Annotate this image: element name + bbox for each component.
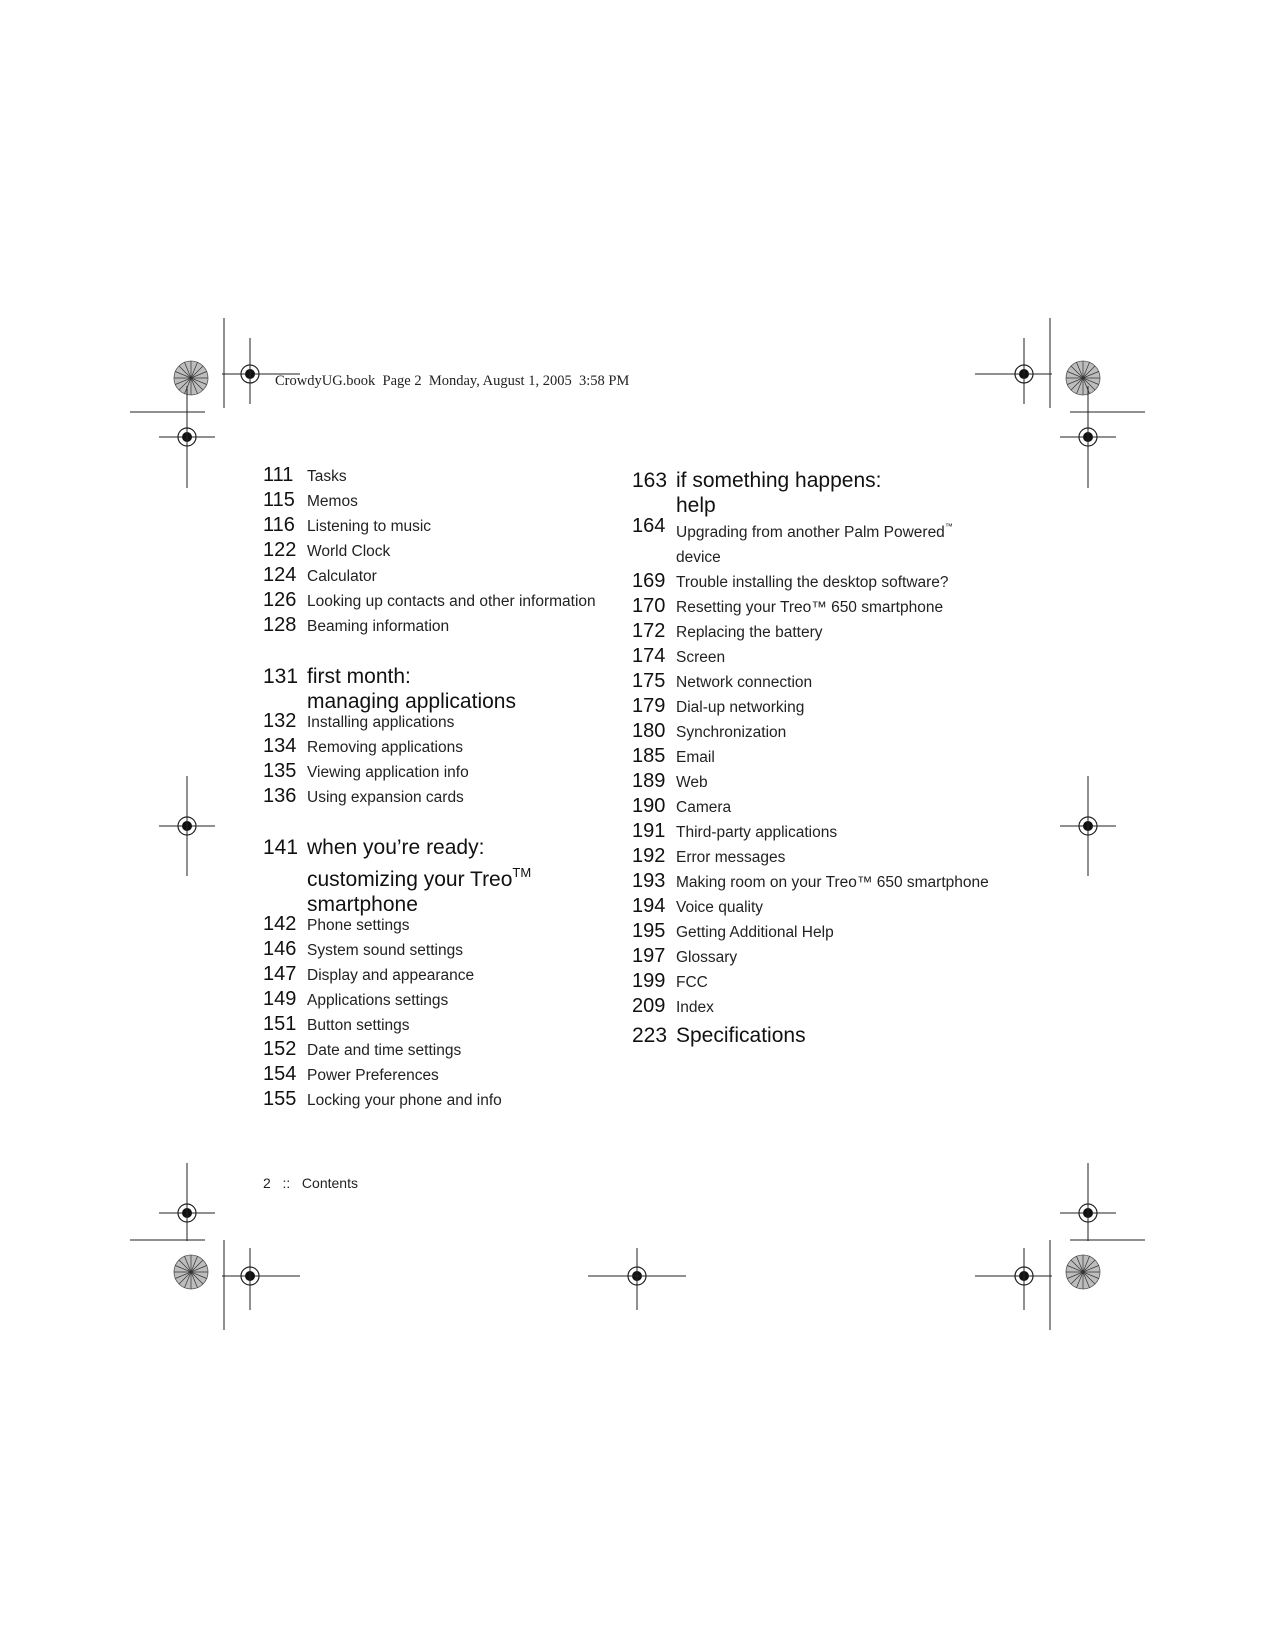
toc-entry[interactable] (632, 570, 1012, 595)
toc-entry[interactable] (263, 1013, 623, 1038)
toc-entry-title: Web (676, 774, 708, 791)
toc-entry[interactable] (632, 595, 1012, 620)
toc-entry[interactable] (263, 589, 623, 614)
toc-page-number: 193 (632, 870, 666, 892)
toc-page-number: 197 (632, 945, 666, 967)
toc-entry[interactable] (263, 1038, 623, 1063)
toc-page-number: 132 (263, 710, 297, 732)
toc-section-heading[interactable] (632, 1024, 1012, 1048)
toc-entry-title: Replacing the battery (676, 624, 823, 641)
toc-entry-title: Date and time settings (307, 1042, 462, 1059)
toc-entry-title: Installing applications (307, 714, 455, 731)
sunburst-mark-bottom-left (174, 1255, 208, 1289)
toc-entry[interactable] (632, 514, 1012, 570)
toc-entry[interactable] (263, 785, 623, 810)
toc-page-number: 115 (263, 489, 295, 511)
toc-entry-title: Display and appearance (307, 967, 475, 984)
toc-entry-title: Upgrading from another Palm Powered (676, 524, 945, 541)
toc-entry-title: Index (676, 999, 714, 1016)
toc-page-number: 128 (263, 614, 297, 636)
toc-page-number: 209 (632, 995, 666, 1017)
toc-entry-title: Screen (676, 649, 726, 666)
toc-entry-title: Synchronization (676, 724, 787, 741)
toc-section-title-line: help (676, 494, 716, 517)
toc-entry-title: Getting Additional Help (676, 924, 834, 941)
toc-entry[interactable] (263, 938, 623, 963)
toc-entry-title: Trouble installing the desktop software? (676, 574, 949, 591)
toc-page-number: 135 (263, 760, 297, 782)
toc-page-number: 189 (632, 770, 666, 792)
toc-page-number: 199 (632, 970, 666, 992)
toc-page-number: 170 (632, 595, 666, 617)
toc-page-number: 124 (263, 564, 297, 586)
toc-page-number: 190 (632, 795, 666, 817)
toc-entry-title: Voice quality (676, 899, 764, 916)
toc-entry-title: Memos (307, 493, 358, 510)
toc-entry-title: Locking your phone and info (307, 1092, 502, 1109)
toc-entry-title: Button settings (307, 1017, 410, 1034)
footer-separator: :: (282, 1175, 291, 1191)
toc-page-number: 111 (263, 464, 294, 486)
toc-page-number: 155 (263, 1088, 297, 1110)
toc-page-number: 151 (263, 1013, 297, 1035)
toc-entry[interactable] (263, 1063, 623, 1088)
toc-entry[interactable] (632, 645, 1012, 670)
toc-entry[interactable] (632, 995, 1012, 1020)
toc-page-number: 147 (263, 963, 297, 985)
toc-entry[interactable] (263, 963, 623, 988)
toc-entry[interactable] (632, 720, 1012, 745)
trademark-symbol: TM (512, 865, 532, 880)
toc-page-number: 195 (632, 920, 666, 942)
toc-page-number: 192 (632, 845, 666, 867)
toc-section-page-number: 131 (263, 665, 299, 688)
toc-entry[interactable] (632, 620, 1012, 645)
toc-left-column (263, 464, 623, 1113)
book-slug-header: CrowdyUG.book Page 2 Monday, August 1, 2005 3:58 PM (275, 373, 630, 389)
toc-entry-title: FCC (676, 974, 708, 991)
toc-entry[interactable] (263, 710, 623, 735)
toc-page-number: 116 (263, 514, 295, 536)
toc-entry-title: Tasks (307, 468, 347, 485)
toc-page-number: 174 (632, 645, 666, 667)
toc-entry-title: Applications settings (307, 992, 449, 1009)
toc-entry[interactable] (632, 770, 1012, 795)
toc-page-number: 179 (632, 695, 666, 717)
toc-page-number: 136 (263, 785, 297, 807)
toc-entry[interactable] (263, 539, 623, 564)
toc-entry[interactable] (632, 670, 1012, 695)
toc-page-number: 169 (632, 570, 666, 592)
toc-entry-title: Error messages (676, 849, 786, 866)
toc-page-number: 122 (263, 539, 297, 561)
toc-entry-title: Glossary (676, 949, 738, 966)
toc-entry-title: Camera (676, 799, 732, 816)
toc-entry-title: Network connection (676, 674, 813, 691)
toc-page-number: 191 (632, 820, 666, 842)
toc-entry-title: Viewing application info (307, 764, 469, 781)
toc-entry[interactable] (263, 489, 623, 514)
toc-entry[interactable] (263, 514, 623, 539)
toc-section-heading[interactable] (632, 468, 1012, 518)
toc-entry-title: Resetting your Treo™ 650 smartphone (676, 599, 944, 616)
toc-page-number: 194 (632, 895, 666, 917)
toc-entry[interactable] (632, 695, 1012, 720)
toc-entry-title: Calculator (307, 568, 377, 585)
toc-entry-title: Removing applications (307, 739, 463, 756)
toc-entry[interactable] (632, 845, 1012, 870)
toc-entry[interactable] (263, 614, 623, 639)
toc-section-page-number: 163 (632, 469, 668, 492)
toc-section-heading[interactable] (263, 835, 623, 917)
toc-entry-title: Third-party applications (676, 824, 838, 841)
toc-entry-title: Phone settings (307, 917, 410, 934)
footer-page-number: 2 (263, 1175, 271, 1191)
sunburst-mark-top-right (1066, 361, 1100, 395)
toc-entry[interactable] (632, 945, 1012, 970)
toc-section-page-number: 223 (632, 1024, 668, 1047)
toc-section-title-line: smartphone (307, 893, 418, 916)
toc-entry-title: World Clock (307, 543, 391, 560)
toc-entry[interactable] (632, 920, 1012, 945)
trademark-symbol: ™ (944, 522, 953, 531)
toc-page-number: 180 (632, 720, 666, 742)
toc-entry-title: Email (676, 749, 715, 766)
toc-entry[interactable] (263, 760, 623, 785)
toc-entry-title: Beaming information (307, 618, 450, 635)
toc-entry[interactable] (263, 564, 623, 589)
toc-entry[interactable] (632, 870, 1012, 895)
toc-entry[interactable] (632, 820, 1012, 845)
toc-page-number: 134 (263, 735, 297, 757)
toc-section-title-text: customizing your Treo (307, 868, 513, 891)
toc-entry[interactable] (263, 988, 623, 1013)
toc-entry[interactable] (632, 745, 1012, 770)
toc-section-title-line (307, 860, 531, 892)
toc-section-title-line: Specifications (676, 1024, 806, 1047)
toc-entry-title: Making room on your Treo™ 650 smartphone (676, 874, 989, 891)
toc-section-title-line: if something happens: (676, 469, 882, 492)
toc-entry[interactable] (632, 895, 1012, 920)
sunburst-mark-bottom-right (1066, 1255, 1100, 1289)
toc-page-number: 152 (263, 1038, 297, 1060)
toc-section-title-line: managing applications (307, 690, 516, 713)
toc-entry[interactable] (632, 795, 1012, 820)
toc-entry-title: System sound settings (307, 942, 463, 959)
footer-section-name: Contents (301, 1175, 358, 1191)
page-footer (263, 1175, 358, 1191)
toc-section-heading[interactable] (263, 664, 623, 714)
toc-page-number: 146 (263, 938, 297, 960)
toc-page-number: 175 (632, 670, 666, 692)
toc-right-column (632, 468, 1012, 1048)
toc-entry-title: Using expansion cards (307, 789, 464, 806)
toc-page-number: 185 (632, 745, 666, 767)
toc-entry-title: Dial-up networking (676, 699, 805, 716)
toc-page-number: 164 (632, 515, 666, 537)
toc-page-number: 126 (263, 589, 297, 611)
toc-entry-title: Looking up contacts and other information (307, 593, 596, 610)
toc-entry-title: Listening to music (307, 518, 432, 535)
toc-entry[interactable] (632, 970, 1012, 995)
toc-page-number: 142 (263, 913, 297, 935)
toc-page-number: 172 (632, 620, 666, 642)
toc-page-number: 149 (263, 988, 297, 1010)
toc-section-page-number: 141 (263, 836, 299, 859)
toc-entry-title: Power Preferences (307, 1067, 439, 1084)
toc-entry[interactable] (263, 464, 623, 489)
toc-entry[interactable] (263, 735, 623, 760)
toc-section-title-line: when you’re ready: (307, 836, 485, 859)
toc-entry[interactable] (263, 1088, 623, 1113)
toc-page-number: 154 (263, 1063, 297, 1085)
toc-section-title-line: first month: (307, 665, 411, 688)
sunburst-mark-top-left (174, 361, 208, 395)
toc-entry-title-continuation: device (676, 549, 721, 566)
